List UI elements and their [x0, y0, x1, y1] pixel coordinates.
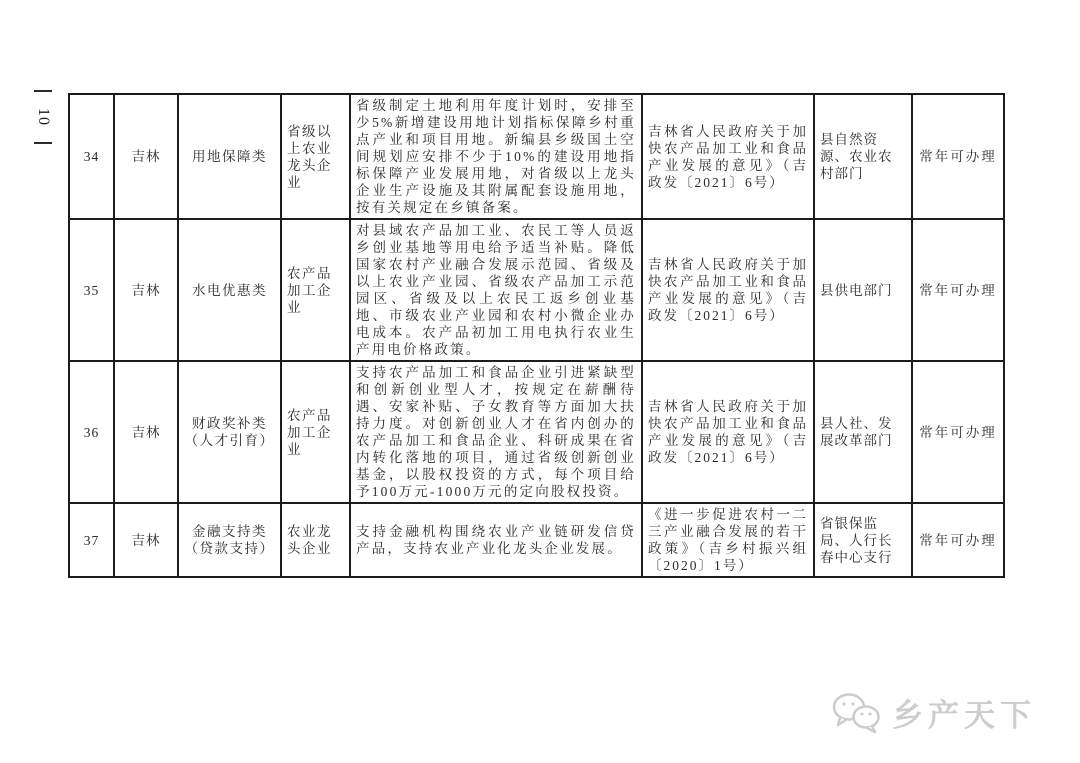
cell-availability: 常年可办理	[912, 361, 1004, 503]
cell-department: 县人社、发展改革部门	[814, 361, 912, 503]
cell-department: 县自然资源、农业农村部门	[814, 94, 912, 219]
cell-availability: 常年可办理	[912, 219, 1004, 361]
policy-table	[68, 93, 1005, 578]
page-number-value: 10	[35, 108, 52, 126]
cell-policy-document: 吉林省人民政府关于加快农产品加工业和食品产业发展的意见》（吉政发〔2021〕6号）	[642, 219, 814, 361]
cell-row-number: 34	[69, 94, 114, 219]
table-row	[69, 219, 1004, 361]
table-row	[69, 361, 1004, 503]
cell-category: 水电优惠类	[178, 219, 281, 361]
watermark-brand-text: 乡产天下	[892, 698, 1036, 733]
page-number	[34, 90, 52, 144]
cell-policy-content: 支持农产品加工和食品企业引进紧缺型和创新创业型人才，按规定在薪酬待遇、安家补贴、子女教育等方面加大扶持力度。对创新创业人才在省内创办的农产品加工和食品企业、科研成果在省内转化落地的项目，通过省级创新创业基金，以股权投资的方式，每个项目给予100万元-1000万元的定向股权投资。	[350, 361, 642, 503]
cell-target-enterprise: 农产品加工企业	[281, 361, 350, 503]
cell-row-number: 36	[69, 361, 114, 503]
table-row	[69, 94, 1004, 219]
cell-policy-content: 省级制定土地利用年度计划时，安排至少5%新增建设用地计划指标保障乡村重点产业和项目用地。新编县乡级国土空间规划应安排不少于10%的建设用地指标保障产业发展用地，对省级以上龙头企业生产设施及其附属配套设施用地，按有关规定在乡镇备案。	[350, 94, 642, 219]
cell-policy-content: 对县域农产品加工业、农民工等人员返乡创业基地等用电给予适当补贴。降低国家农村产业融合发展示范园、省级及以上农业产业园、省级农产品加工示范园区、省级及以上农民工返乡创业基地、市级农业产业园和农村小微企业办电成本。农产品初加工用电执行农业生产用电价格政策。	[350, 219, 642, 361]
cell-province: 吉林	[114, 94, 178, 219]
cell-availability: 常年可办理	[912, 94, 1004, 219]
cell-category: 用地保障类	[178, 94, 281, 219]
cell-target-enterprise: 省级以上农业龙头企业	[281, 94, 350, 219]
table-row	[69, 503, 1004, 577]
cell-policy-content: 支持金融机构围绕农业产业链研发信贷产品，支持农业产业化龙头企业发展。	[350, 503, 642, 577]
watermark	[830, 690, 1036, 735]
page-number-dash-bottom	[34, 142, 52, 144]
cell-province: 吉林	[114, 361, 178, 503]
wechat-icon	[830, 691, 882, 735]
cell-policy-document: 吉林省人民政府关于加快农产品加工业和食品产业发展的意见》（吉政发〔2021〕6号）	[642, 361, 814, 503]
cell-target-enterprise: 农业龙头企业	[281, 503, 350, 577]
cell-category: 财政奖补类（人才引育）	[178, 361, 281, 503]
cell-department: 县供电部门	[814, 219, 912, 361]
cell-department: 省银保监局、人行长春中心支行	[814, 503, 912, 577]
cell-category: 金融支持类（贷款支持）	[178, 503, 281, 577]
cell-province: 吉林	[114, 503, 178, 577]
cell-row-number: 35	[69, 219, 114, 361]
cell-availability: 常年可办理	[912, 503, 1004, 577]
cell-policy-document: 吉林省人民政府关于加快农产品加工业和食品产业发展的意见》（吉政发〔2021〕6号）	[642, 94, 814, 219]
page-number-dash-top	[34, 90, 52, 92]
cell-row-number: 37	[69, 503, 114, 577]
cell-province: 吉林	[114, 219, 178, 361]
cell-target-enterprise: 农产品加工企业	[281, 219, 350, 361]
cell-policy-document: 《进一步促进农村一二三产业融合发展的若干政策》（吉乡村振兴组〔2020〕1号）	[642, 503, 814, 577]
